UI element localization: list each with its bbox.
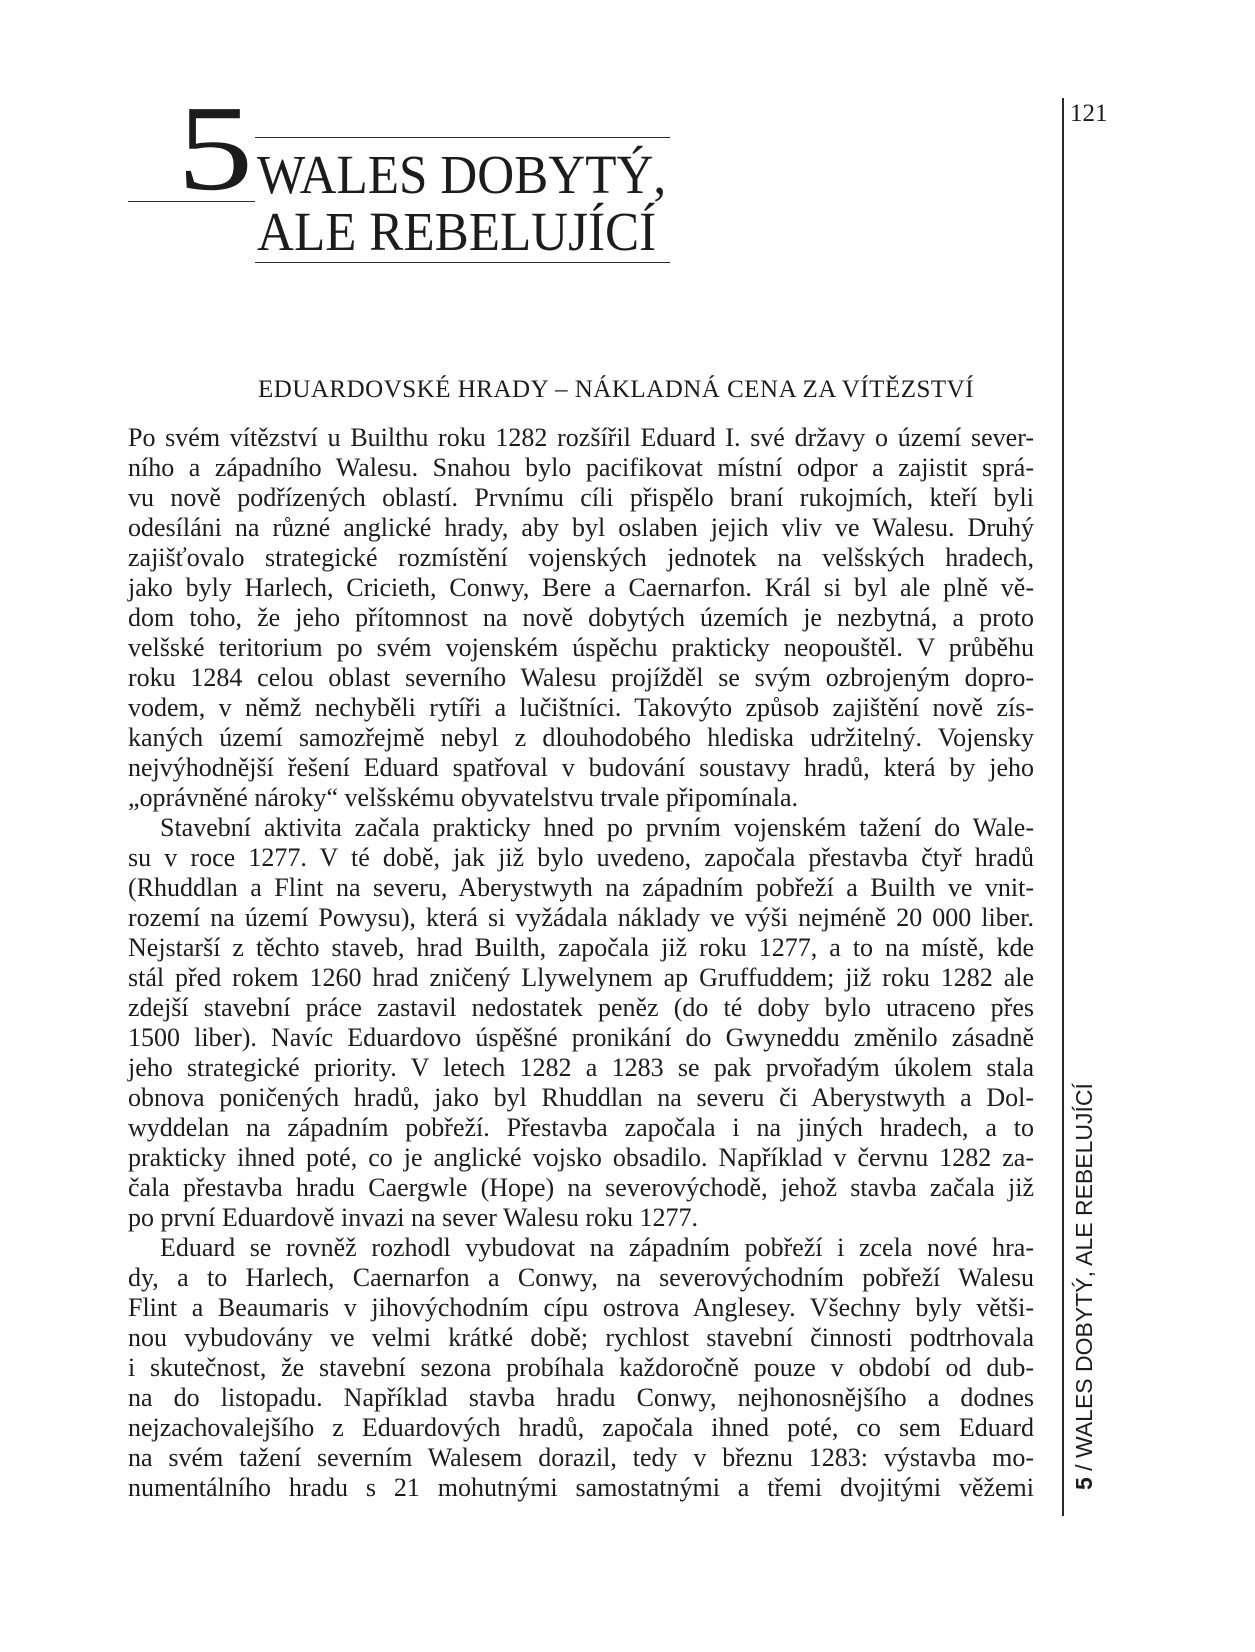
chapter-number: 5: [177, 81, 254, 216]
text-line: su v roce 1277. V té době, jak již bylo uvedeno, započala přestavba čtyř hradů: [128, 843, 1034, 872]
text-line: nou vybudovány ve velmi krátké době; rychlost stavební činnosti podtrhovala: [128, 1323, 1034, 1352]
chapter-rule-top: [255, 137, 670, 138]
text-line: vu nově podřízených oblastí. Prvnímu cíli přispělo braní rukojmích, kteří byli: [128, 483, 1034, 512]
text-line: kaných území samozřejmě nebyl z dlouhodobého hlediska udržitelný. Vojensky: [128, 723, 1034, 752]
running-head-title: / WALES DOBYTÝ, ALE REBELUJÍCÍ: [1071, 1083, 1097, 1471]
text-line: Stavební aktivita začala prakticky hned po prvním vojenském tažení do Wale-: [160, 813, 1034, 842]
text-line: jeho strategické priority. V letech 1282 a 1283 se pak prvořadým úkolem stala: [128, 1053, 1034, 1082]
text-line: nejvýhodnější řešení Eduard spatřoval v budování soustavy hradů, která by jeho: [128, 753, 1034, 782]
text-line: roku 1284 celou oblast severního Walesu projížděl se svým ozbrojeným dopro-: [128, 663, 1034, 692]
text-line: dom toho, že jeho přítomnost na nově dobytých územích je nezbytná, a proto: [128, 603, 1034, 632]
text-line: jako byly Harlech, Cricieth, Conwy, Bere a Caernarfon. Král si byl ale plně vě-: [128, 573, 1034, 602]
text-line: Nejstarší z těchto staveb, hrad Builth, započala již roku 1277, a to na místě, kde: [128, 933, 1034, 962]
text-line: „oprávněné nároky“ velšskému obyvatelstvu trvale připomínala.: [128, 783, 799, 812]
text-line: Flint a Beaumaris v jihovýchodním cípu ostrova Anglesey. Všechny byly větši-: [128, 1293, 1034, 1322]
chapter-rule-bottom: [255, 262, 670, 263]
text-line: prakticky ihned poté, co je anglické vojsko obsadilo. Například v červnu 1282 za-: [128, 1143, 1034, 1172]
text-line: Po svém vítězství u Builthu roku 1282 rozšířil Eduard I. své državy o území sever-: [128, 423, 1034, 452]
text-line: 1500 liber). Navíc Eduardovo úspěšné pronikání do Gwyneddu změnilo zásadně: [128, 1023, 1034, 1052]
chapter-title-line: ALE REBELUJÍCÍ: [257, 201, 657, 262]
running-head: [1071, 1060, 1097, 1490]
text-line: zdejší stavební práce zastavil nedostatek peněz (do té doby bylo utraceno přes: [128, 993, 1034, 1022]
text-line: i skutečnost, že stavební sezona probíhala každoročně pouze v období od dub-: [128, 1353, 1034, 1382]
text-line: po první Eduardově invazi na sever Walesu roku 1277.: [128, 1203, 698, 1232]
section-heading: EDUARDOVSKÉ HRADY – NÁKLADNÁ CENA ZA VÍTĚZSTVÍ: [258, 376, 975, 403]
text-line: na svém tažení severním Walesem dorazil, tedy v březnu 1283: výstavba mo-: [128, 1443, 1034, 1472]
paragraph: [128, 813, 1034, 1233]
text-line: Eduard se rovněž rozhodl vybudovat na západním pobřeží i zcela nové hra-: [160, 1233, 1034, 1262]
margin-rule: [1062, 98, 1064, 1516]
text-line: vodem, v němž nechyběli rytíři a lučištníci. Takovýto způsob zajištění nově zís-: [128, 693, 1034, 722]
paragraph: [128, 423, 1034, 813]
text-line: dy, a to Harlech, Caernarfon a Conwy, na severovýchodním pobřeží Walesu: [128, 1263, 1034, 1292]
text-line: numentálního hradu s 21 mohutnými samostatnými a třemi dvojitými věžemi: [128, 1473, 1034, 1502]
text-line: čala přestavba hradu Caergwle (Hope) na severovýchodě, jehož stavba začala již: [128, 1173, 1034, 1202]
text-line: velšské teritorium po svém vojenském úspěchu prakticky neopouštěl. V průběhu: [128, 633, 1034, 662]
text-line: ního a západního Walesu. Snahou bylo pacifikovat místní odpor a zajistit sprá-: [128, 453, 1034, 482]
page-number: 121: [1070, 100, 1108, 127]
running-head-number: 5: [1071, 1477, 1097, 1490]
body-text: [128, 423, 1034, 1503]
text-line: nejzachovalejšího z Eduardových hradů, započala ihned poté, co sem Eduard: [128, 1413, 1034, 1442]
text-line: wyddelan na západním pobřeží. Přestavba započala i na jiných hradech, a to: [128, 1113, 1034, 1142]
paragraph: [128, 1233, 1034, 1503]
text-line: obnova poničených hradů, jako byl Rhuddlan na severu či Aberystwyth a Dol-: [128, 1083, 1034, 1112]
chapter-title-line: WALES DOBYTÝ,: [257, 144, 667, 205]
text-line: stál před rokem 1260 hrad zničený Llywelynem ap Gruffuddem; již roku 1282 ale: [128, 963, 1034, 992]
text-line: (Rhuddlan a Flint na severu, Aberystwyth na západním pobřeží a Builth ve vnit-: [128, 873, 1034, 902]
text-line: zajišťovalo strategické rozmístění vojenských jednotek na velšských hradech,: [128, 543, 1034, 572]
text-line: odesíláni na různé anglické hrady, aby byl oslaben jejich vliv ve Walesu. Druhý: [128, 513, 1034, 542]
text-line: na do listopadu. Například stavba hradu Conwy, nejhonosnějšího a dodnes: [128, 1383, 1034, 1412]
text-line: rozemí na území Powysu), která si vyžádala náklady ve výši nejméně 20 000 liber.: [128, 903, 1034, 932]
